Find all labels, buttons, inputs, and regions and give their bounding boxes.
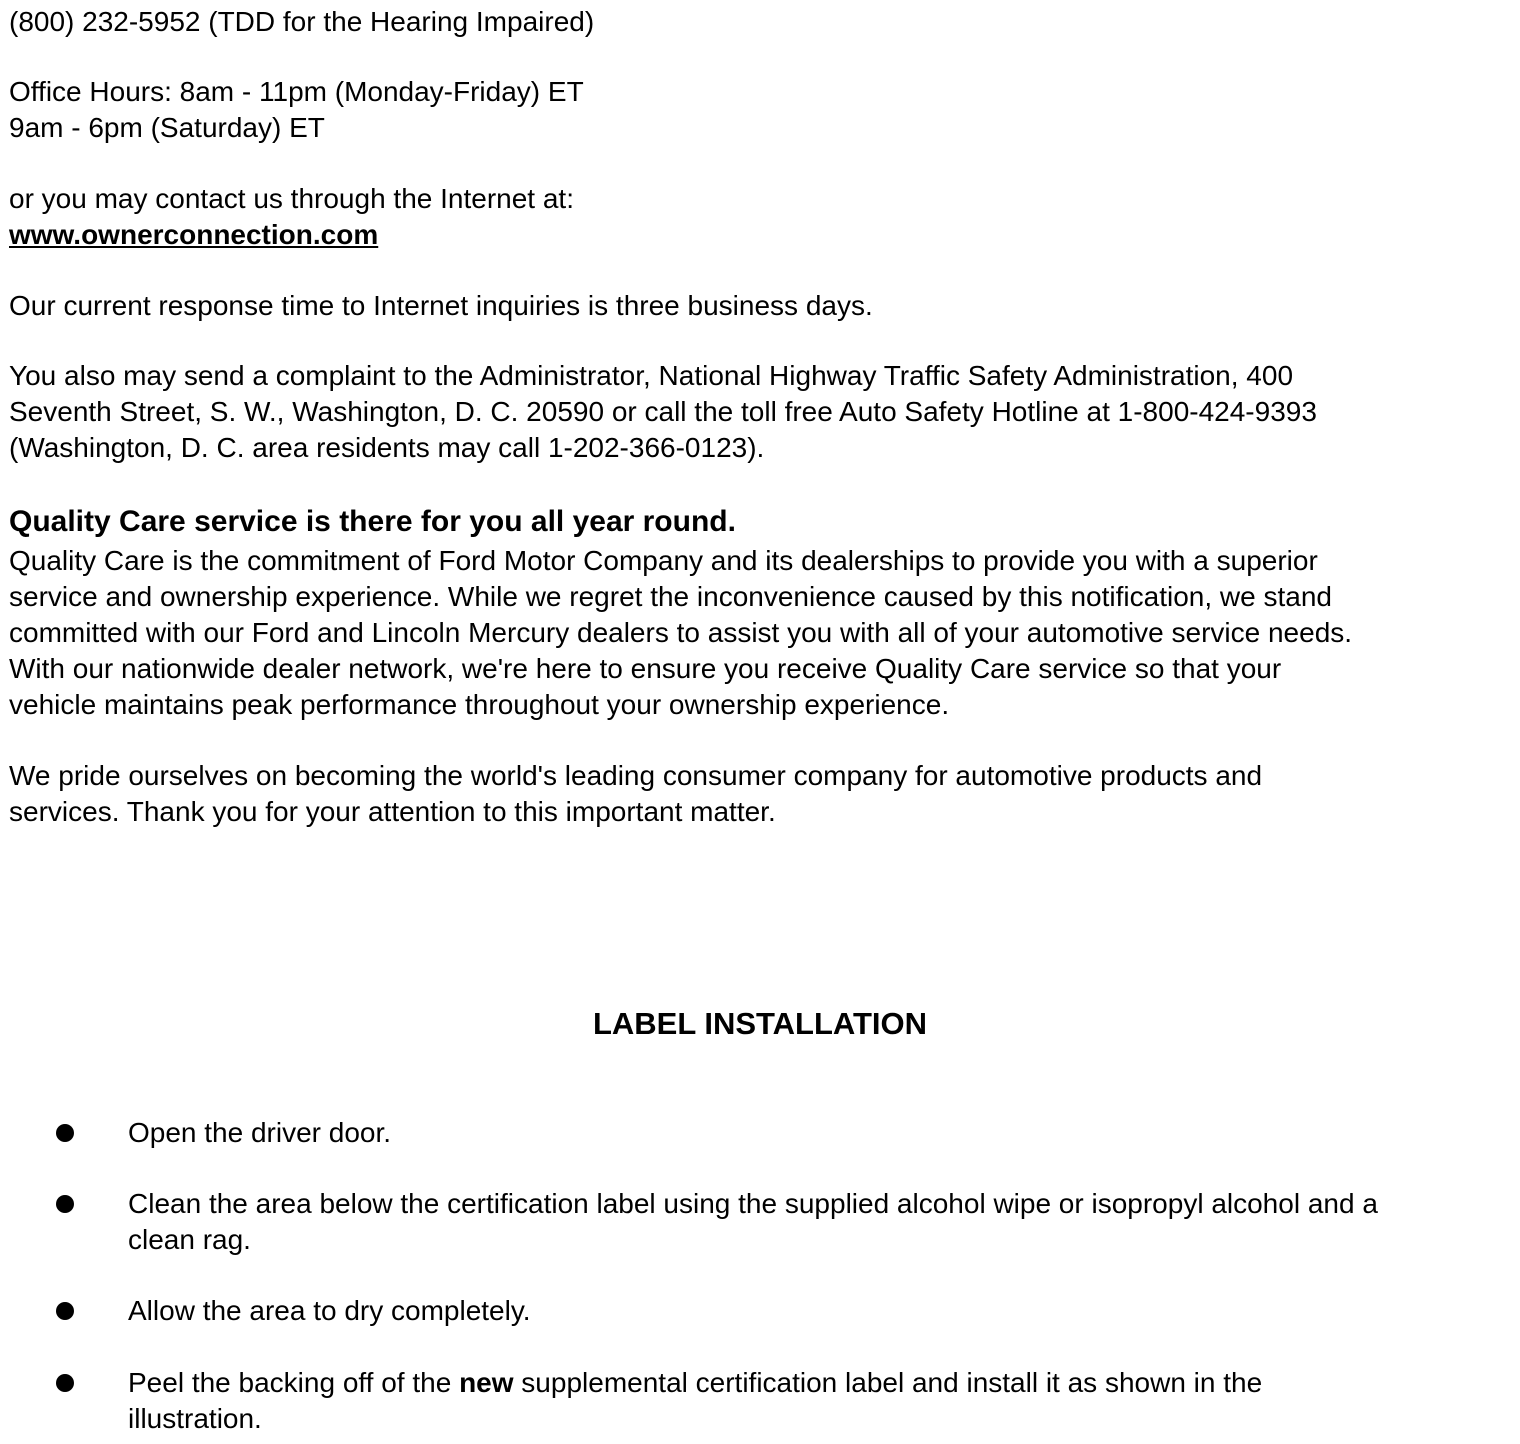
quality-care-line-1: Quality Care is the commitment of Ford Motor Company and its dealerships to provide you with a superior: [9, 545, 1318, 576]
complaint-line-2: Seventh Street, S. W., Washington, D. C. 20590 or call the toll free Auto Safety Hotline at 1-800-424-9393: [9, 396, 1317, 427]
bullet-icon: [56, 1374, 74, 1392]
closing-line-2: services. Thank you for your attention to this important matter.: [9, 796, 776, 827]
step-4-text-line-1: [128, 1365, 1262, 1401]
quality-care-line-5: vehicle maintains peak performance throughout your ownership experience.: [9, 689, 950, 720]
closing-line-1: We pride ourselves on becoming the world's leading consumer company for automotive products and: [9, 760, 1263, 791]
step-4-emphasis-new: new: [459, 1367, 514, 1398]
label-installation-title: LABEL INSTALLATION: [592, 1006, 928, 1041]
bullet-icon: [56, 1302, 74, 1320]
step-1-text: Open the driver door.: [128, 1117, 392, 1148]
bullet-icon: [56, 1124, 74, 1142]
tdd-phone-line: (800) 232-5952 (TDD for the Hearing Impaired): [9, 6, 595, 37]
response-time-line: Our current response time to Internet inquiries is three business days.: [9, 290, 873, 321]
step-4-text-line-2: illustration.: [128, 1403, 262, 1434]
internet-contact-line: or you may contact us through the Internet at:: [9, 183, 574, 214]
bullet-icon: [56, 1195, 74, 1213]
quality-care-line-2: service and ownership experience. While we regret the inconvenience caused by this notification, we stand: [9, 581, 1332, 612]
quality-care-heading: Quality Care service is there for you all year round.: [9, 505, 736, 538]
step-2-text-line-1: Clean the area below the certification label using the supplied alcohol wipe or isopropyl alcohol and a: [128, 1188, 1378, 1219]
complaint-line-1: You also may send a complaint to the Administrator, National Highway Traffic Safety Administration, 400: [9, 360, 1294, 391]
office-hours-weekday: Office Hours: 8am - 11pm (Monday-Friday) ET: [9, 76, 584, 107]
complaint-line-3: (Washington, D. C. area residents may call 1-202-366-0123).: [9, 432, 765, 463]
office-hours-saturday: 9am - 6pm (Saturday) ET: [9, 112, 325, 143]
step-3-text: Allow the area to dry completely.: [128, 1295, 531, 1326]
step-4-text-before: Peel the backing off of the: [128, 1367, 460, 1398]
website-link[interactable]: www.ownerconnection.com: [9, 219, 379, 250]
step-4-text-after: supplemental certification label and install it as shown in the: [513, 1367, 1263, 1398]
quality-care-line-3: committed with our Ford and Lincoln Mercury dealers to assist you with all of your automotive service needs.: [9, 617, 1353, 648]
quality-care-line-4: With our nationwide dealer network, we're here to ensure you receive Quality Care service so that your: [9, 653, 1282, 684]
step-2-text-line-2: clean rag.: [128, 1224, 251, 1255]
